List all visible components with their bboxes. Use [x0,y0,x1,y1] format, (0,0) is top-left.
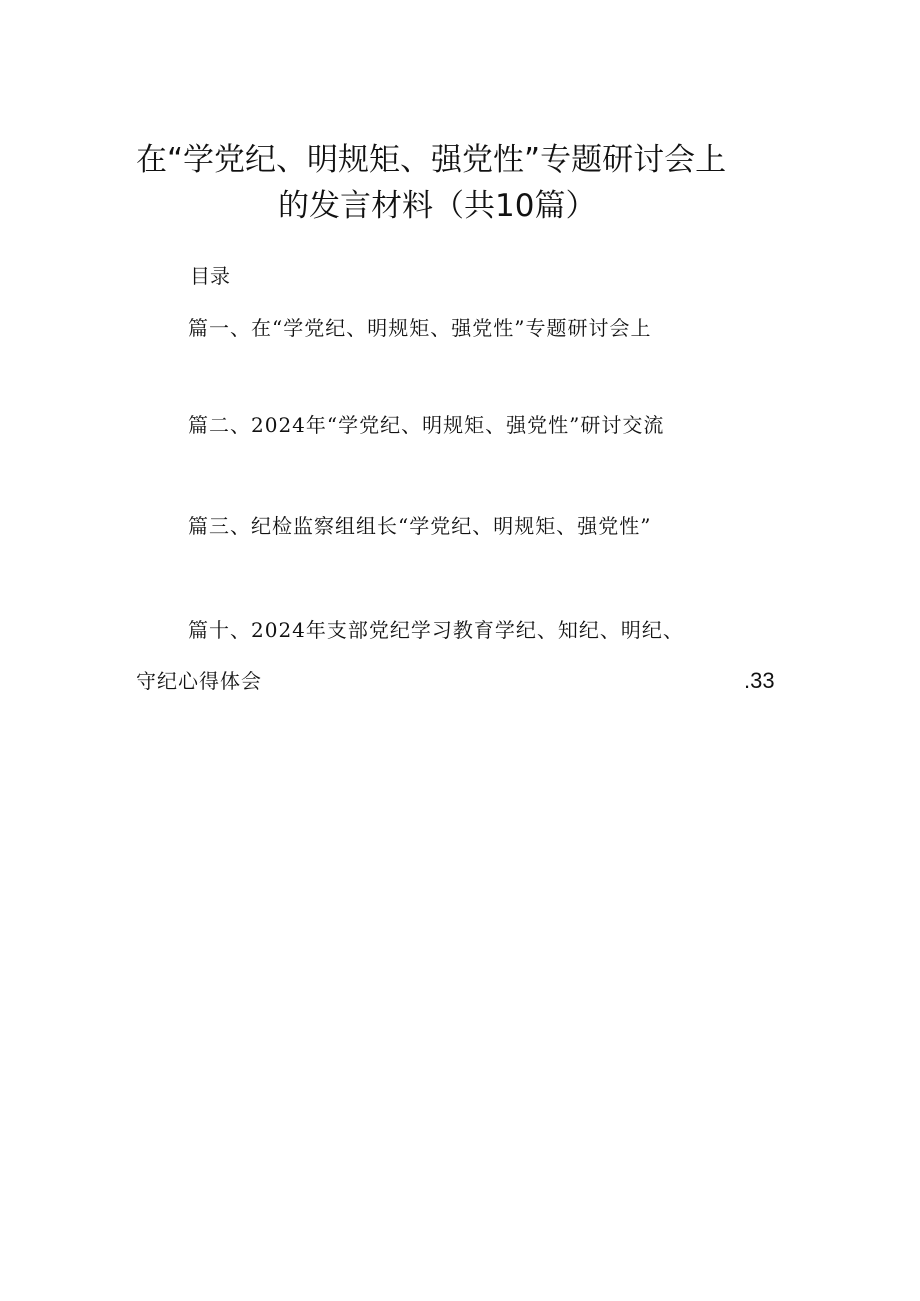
toc-entry-10-continuation[interactable]: 守纪心得体会 [136,669,262,693]
toc-heading: 目录 [190,264,230,288]
toc-entry-2[interactable]: 篇二、2024年“学党纪、明规矩、强党性”研讨交流 [188,413,665,437]
toc-entry-1[interactable]: 篇一、在“学党纪、明规矩、强党性”专题研讨会上 [188,316,652,340]
document-title-line-1: 在“学党纪、明规矩、强党性”专题研讨会上 [136,142,727,178]
toc-entry-3[interactable]: 篇三、纪检监察组组长“学党纪、明规矩、强党性” [188,514,652,538]
document-title-line-2: 的发言材料（共10篇） [278,188,597,224]
toc-entry-10[interactable]: 篇十、2024年支部党纪学习教育学纪、知纪、明纪、 [188,618,684,642]
toc-entry-10-page-number: .33 [744,668,775,693]
